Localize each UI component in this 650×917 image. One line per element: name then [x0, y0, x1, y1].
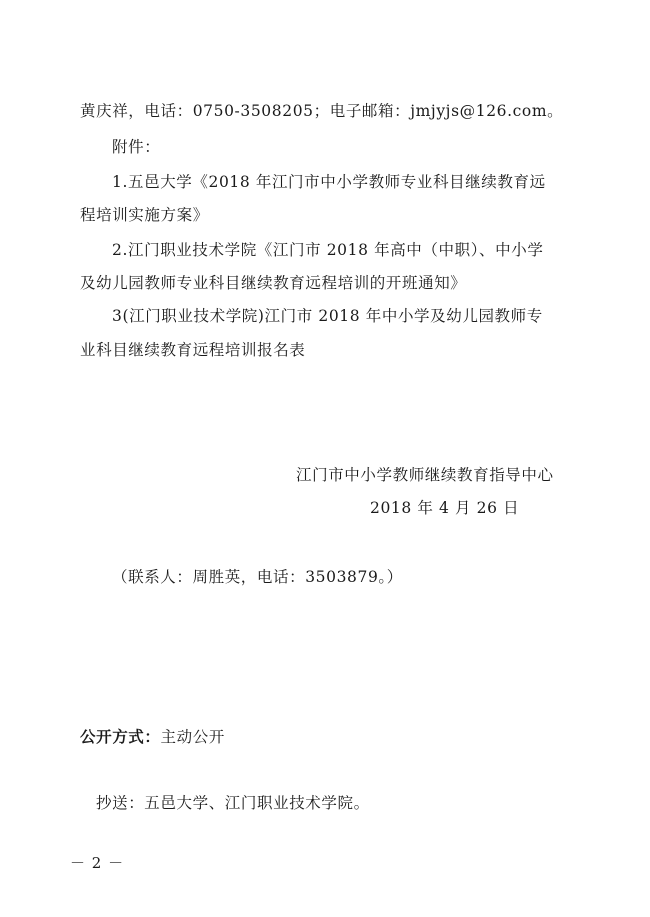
attachment-1-line-1: 1.五邑大学《2018 年江门市中小学教师专业科目继续教育远 — [112, 173, 546, 191]
disclosure-label: 公开方式： — [80, 728, 161, 746]
page-number: － 2 － — [70, 854, 125, 872]
contact-line: 黄庆祥，电话：0750-3508205；电子邮箱：jmjyjs@126.com。 — [80, 102, 564, 120]
liaison-line: （联系人：周胜英，电话：3503879。） — [112, 568, 403, 586]
cc-line: 抄送：五邑大学、江门职业技术学院。 — [96, 794, 370, 812]
disclosure-line — [80, 727, 225, 747]
attachment-2-line-2: 及幼儿园教师专业科目继续教育远程培训的开班通知》 — [80, 274, 467, 292]
attachments-heading: 附件： — [112, 138, 161, 156]
attachment-3-line-2: 业科目继续教育远程培训报名表 — [80, 341, 306, 359]
attachment-1-line-2: 程培训实施方案》 — [80, 206, 209, 224]
disclosure-value: 主动公开 — [160, 728, 225, 746]
signature-date: 2018 年 4 月 26 日 — [370, 499, 520, 517]
attachment-2-line-1: 2.江门职业技术学院《江门市 2018 年高中（中职）、中小学 — [112, 241, 544, 259]
attachment-3-line-1: 3(江门职业技术学院)江门市 2018 年中小学及幼儿园教师专 — [112, 307, 543, 325]
signature-org: 江门市中小学教师继续教育指导中心 — [296, 466, 554, 484]
